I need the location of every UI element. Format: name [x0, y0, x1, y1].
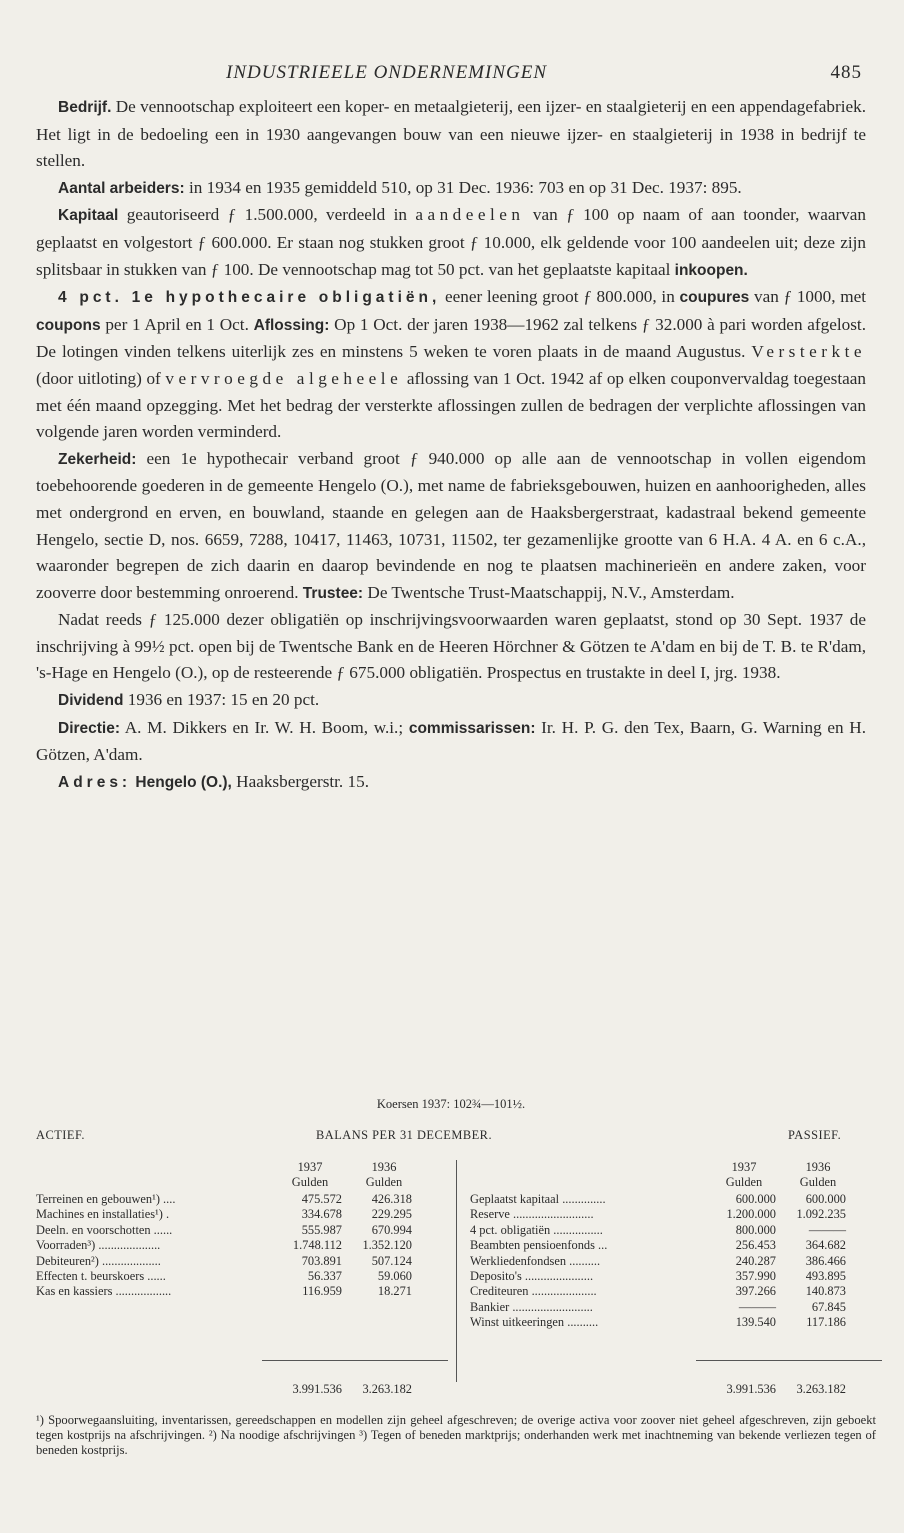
actief-value-1937: 475.572	[301, 1192, 342, 1206]
passief-item-name: Reserve ..........................	[470, 1207, 594, 1222]
passief-row	[470, 1284, 876, 1299]
text-adres-bold: Hengelo (O.),	[131, 773, 232, 791]
label-arbeiders: Aantal arbeiders:	[58, 179, 185, 197]
passief-row	[470, 1223, 876, 1238]
passief-year-1936: 1936	[805, 1160, 831, 1174]
text-nadat: Nadat reeds ƒ 125.000 dezer obligatiën op inschrijvingsvoorwaarden waren geplaatst, stond op 30 Sept. 1937 de inschrijving à 99½ pct. open bij de Twentsche Bank en de Heeren Hörchner & Götzen te A'dam en bij de T. B. te R'dam, 's-Hage en Hengelo (O.), op de resteerende ƒ 675.000 obligatiën. Prospectus en trustakte in deel I, jrg. 1938.	[36, 610, 866, 683]
passief-row	[470, 1207, 876, 1222]
text-zekerheid: een 1e hypothecair verband groot ƒ 940.000 op alle aan de vennootschap in vollen eigendom toebehoorende goederen in de gemeente Hengelo (O.), met name de fabrieksgebouwen, huizen en aanhoorigheden, alles met ondergrond en erven, en bouwland, staande en gelegen aan de Haaksbergerstraat, kadastraal bekend gemeente Hengelo, sectie D, nos. 6659, 7288, 10417, 11463, 10731, 11502, ter gezamenlijke grootte van 6 H.A. 4 A. en 6 c.A., waaronder begrepen de zich daarin en daarop bevindende en nog te plaatsen machinerieën en andere zaken, voor zooverre door bestemming onroerend.	[36, 448, 866, 602]
text-directie: A. M. Dikkers en Ir. W. H. Boom, w.i.;	[120, 717, 409, 737]
label-kapitaal: Kapitaal	[58, 207, 119, 225]
actief-value-1937: 334.678	[301, 1207, 342, 1222]
passief-value-1937: 240.287	[735, 1253, 776, 1268]
passief-value-1937: ———	[738, 1299, 776, 1314]
text-oblig-versterkte: Versterkte	[751, 342, 866, 362]
header-title: INDUSTRIEELE ONDERNEMINGEN	[226, 62, 548, 83]
passief-value-1937: 139.540	[735, 1315, 776, 1330]
actief-column	[36, 1160, 446, 1300]
label-directie: Directie:	[58, 719, 121, 737]
para-directie	[36, 715, 866, 769]
balance-divider	[456, 1160, 457, 1382]
actief-value-1936: 426.318	[371, 1192, 412, 1206]
para-nadat	[36, 607, 866, 687]
actief-item-name: Debiteuren²) ...................	[36, 1253, 161, 1268]
actief-row	[36, 1192, 446, 1207]
passief-column	[470, 1160, 876, 1331]
passief-value-1937: 256.453	[735, 1238, 776, 1253]
actief-total-rule	[262, 1360, 448, 1361]
label-commissarissen: commissarissen:	[408, 719, 536, 737]
actief-item-name: Effecten t. beurskoers ......	[36, 1268, 166, 1283]
label-bedrijf: Bedrijf.	[58, 99, 112, 116]
text-kapitaal-1: geautoriseerd ƒ 1.500.000, verdeeld in	[118, 205, 416, 225]
passief-item-name: Bankier ..........................	[470, 1299, 593, 1314]
actief-value-1936: 18.271	[377, 1284, 412, 1299]
para-bedrijf	[36, 94, 866, 175]
actief-item-name: Deeln. en voorschotten ......	[36, 1222, 173, 1237]
passief-heading: PASSIEF.	[788, 1128, 842, 1142]
text-oblig-coupons: coupons	[36, 316, 101, 334]
passief-value-1936: 386.466	[805, 1253, 846, 1268]
actief-row	[36, 1238, 446, 1253]
passief-row	[470, 1238, 876, 1253]
actief-row	[36, 1254, 446, 1269]
actief-value-1936: 229.295	[371, 1207, 412, 1222]
text-kapitaal-spaced: aandeelen	[415, 205, 525, 225]
para-adres	[36, 769, 866, 797]
passief-value-1936: ———	[808, 1222, 846, 1237]
passief-item-name: Crediteuren .....................	[470, 1284, 597, 1299]
passief-total-1937: 3.991.536	[726, 1382, 776, 1396]
passief-item-name: Werkliedenfondsen ..........	[470, 1253, 601, 1268]
passief-item-name: 4 pct. obligatiën ................	[470, 1222, 603, 1237]
para-zekerheid	[36, 446, 866, 608]
text-kapitaal-2: van ƒ 100 op naam of aan toonder, waarvan geplaatst en volgestort ƒ 600.000. Er staan nog stukken groot ƒ 10.000, elk geldende voor 100 aandeelen uit; deze zijn splitsbaar in stukken van ƒ 100. De vennootschap mag tot 50 pct. van het geplaatste kapitaal	[36, 205, 866, 279]
text-oblig-aflossing: Aflossing:	[253, 316, 330, 334]
actief-item-name: Kas en kassiers ..................	[36, 1284, 172, 1299]
label-obligaties: 4 pct. 1e hypothecaire obligatiën,	[58, 289, 441, 307]
passief-value-1936: 600.000	[805, 1192, 846, 1206]
actief-item-name: Voorraden³) ....................	[36, 1238, 161, 1253]
passief-value-1937: 357.990	[735, 1268, 776, 1283]
actief-item-name: Terreinen en gebouwen¹) ....	[36, 1192, 176, 1206]
actief-value-1937: 555.987	[301, 1222, 342, 1237]
text-commissarissen: Ir. H. P. G. den Tex, Baarn, G. Warning en H. Götzen, A'dam.	[36, 717, 867, 765]
actief-row	[36, 1223, 446, 1238]
balance-title: BALANS PER 31 DECEMBER.	[316, 1128, 493, 1142]
actief-value-1937: 116.959	[302, 1284, 342, 1299]
text-trustee: De Twentsche Trust-Maatschappij, N.V., Amsterdam.	[363, 582, 735, 602]
passief-item-name: Winst uitkeeringen ..........	[470, 1315, 599, 1330]
actief-row	[36, 1207, 446, 1222]
actief-total-1937: 3.991.536	[292, 1382, 342, 1396]
para-arbeiders	[36, 175, 866, 203]
text-oblig-coupures: coupures	[679, 289, 750, 307]
passief-value-1936: 117.186	[806, 1315, 846, 1330]
actief-year-1937: 1937	[297, 1160, 323, 1174]
passief-value-1937: 1.200.000	[726, 1207, 776, 1222]
actief-unit-1936: Gulden	[365, 1175, 403, 1189]
balance-sheet	[36, 1128, 876, 1330]
text-arbeiders: in 1934 en 1935 gemiddeld 510, op 31 Dec. 1936: 703 en op 31 Dec. 1937: 895.	[184, 177, 742, 197]
passief-value-1937: 397.266	[735, 1284, 776, 1299]
passief-unit-1937: Gulden	[725, 1175, 763, 1189]
passief-item-name: Beambten pensioenfonds ...	[470, 1238, 608, 1253]
text-oblig-3: per 1 April en 1 Oct.	[100, 314, 254, 334]
text-adres: Haaksbergerstr. 15.	[231, 771, 370, 791]
para-obligaties	[36, 284, 866, 446]
actief-year-1936: 1936	[371, 1160, 397, 1174]
passief-item-name: Geplaatst kapitaal ..............	[470, 1192, 606, 1206]
actief-unit-1937: Gulden	[291, 1175, 329, 1189]
passief-value-1937: 600.000	[735, 1192, 776, 1206]
text-oblig-1: eener leening groot ƒ 800.000, in	[440, 287, 680, 307]
actief-value-1936: 1.352.120	[362, 1238, 412, 1253]
actief-total-1936: 3.263.182	[362, 1382, 412, 1396]
actief-item-name: Machines en installaties¹) .	[36, 1207, 170, 1222]
label-dividend: Dividend	[58, 692, 124, 710]
actief-value-1936: 670.994	[371, 1222, 412, 1237]
actief-row	[36, 1284, 446, 1299]
para-dividend	[36, 687, 866, 715]
passief-row	[470, 1315, 876, 1330]
passief-total-1936: 3.263.182	[796, 1382, 846, 1396]
passief-unit-1936: Gulden	[799, 1175, 837, 1189]
passief-row	[470, 1300, 876, 1315]
passief-value-1936: 67.845	[811, 1299, 846, 1314]
passief-value-1936: 1.092.235	[796, 1207, 846, 1222]
body-text	[36, 94, 866, 796]
actief-value-1936: 59.060	[377, 1268, 412, 1283]
actief-value-1936: 507.124	[371, 1253, 412, 1268]
passief-value-1936: 364.682	[805, 1238, 846, 1253]
text-oblig-6: aflossing van 1 Oct. 1942 af op elken couponvervaldag toegestaan met één maand opzegging. Met het bedrag der versterkte aflossingen zullen de bedragen der verplichte aflossingen van volgende jaren worden verminderd.	[36, 368, 866, 442]
text-bedrijf: De vennootschap exploiteert een koper- en metaalgieterij, een ijzer- en staalgieterij en een appendagefabriek. Het ligt in de bedoeling een in 1930 aangevangen bouw van een nieuwe ijzer- en staalgieterij in 1938 in bedrijf te stellen.	[36, 97, 866, 171]
passief-value-1936: 140.873	[805, 1284, 846, 1299]
passief-row	[470, 1192, 876, 1207]
label-zekerheid: Zekerheid:	[58, 450, 137, 468]
para-kapitaal	[36, 202, 866, 284]
actief-value-1937: 703.891	[301, 1253, 342, 1268]
passief-row	[470, 1269, 876, 1284]
page-number: 485	[830, 62, 862, 83]
koersen-line: Koersen 1937: 102¾—101½.	[376, 1097, 526, 1111]
passief-value-1936: 493.895	[805, 1268, 846, 1283]
actief-heading: ACTIEF.	[36, 1128, 85, 1142]
actief-row	[36, 1269, 446, 1284]
running-header	[36, 62, 866, 88]
passief-row	[470, 1254, 876, 1269]
label-adres: Adres:	[58, 773, 132, 791]
footnote: ¹) Spoorwegaansluiting, inventarissen, gereedschappen en modellen zijn geheel afgeschreven; de overige activa voor zoover niet geheel afgeschreven, zijn geboekt tegen kostprijs na afschrijvingen. ²) Na noodige afschrijvingen ³) Tegen of beneden marktprijs; onderhanden werk met inachtneming van bekende verliezen tegen of beneden kostprijs.	[36, 1413, 876, 1458]
text-kapitaal-bold: inkoopen.	[674, 261, 748, 279]
text-oblig-vervroegde: vervroegde algeheele	[165, 368, 403, 388]
text-oblig-2: van ƒ 1000, met	[749, 287, 866, 307]
actief-value-1937: 1.748.112	[292, 1238, 342, 1253]
passief-total-rule	[696, 1360, 882, 1361]
text-dividend: 1936 en 1937: 15 en 20 pct.	[123, 690, 320, 710]
text-oblig-4: Op 1 Oct. der jaren 1938—1962 zal telkens ƒ 32.000 à pari worden afgelost. De lotingen vinden telkens uiterlijk zes en minstens 5 weken te voren plaats in de maand Augustus.	[36, 314, 866, 362]
actief-value-1937: 56.337	[307, 1268, 342, 1283]
passief-value-1937: 800.000	[735, 1222, 776, 1237]
text-oblig-5: (door uitloting) of	[36, 368, 166, 388]
passief-item-name: Deposito's ......................	[470, 1268, 594, 1283]
label-trustee: Trustee:	[302, 584, 364, 602]
passief-year-1937: 1937	[731, 1160, 757, 1174]
